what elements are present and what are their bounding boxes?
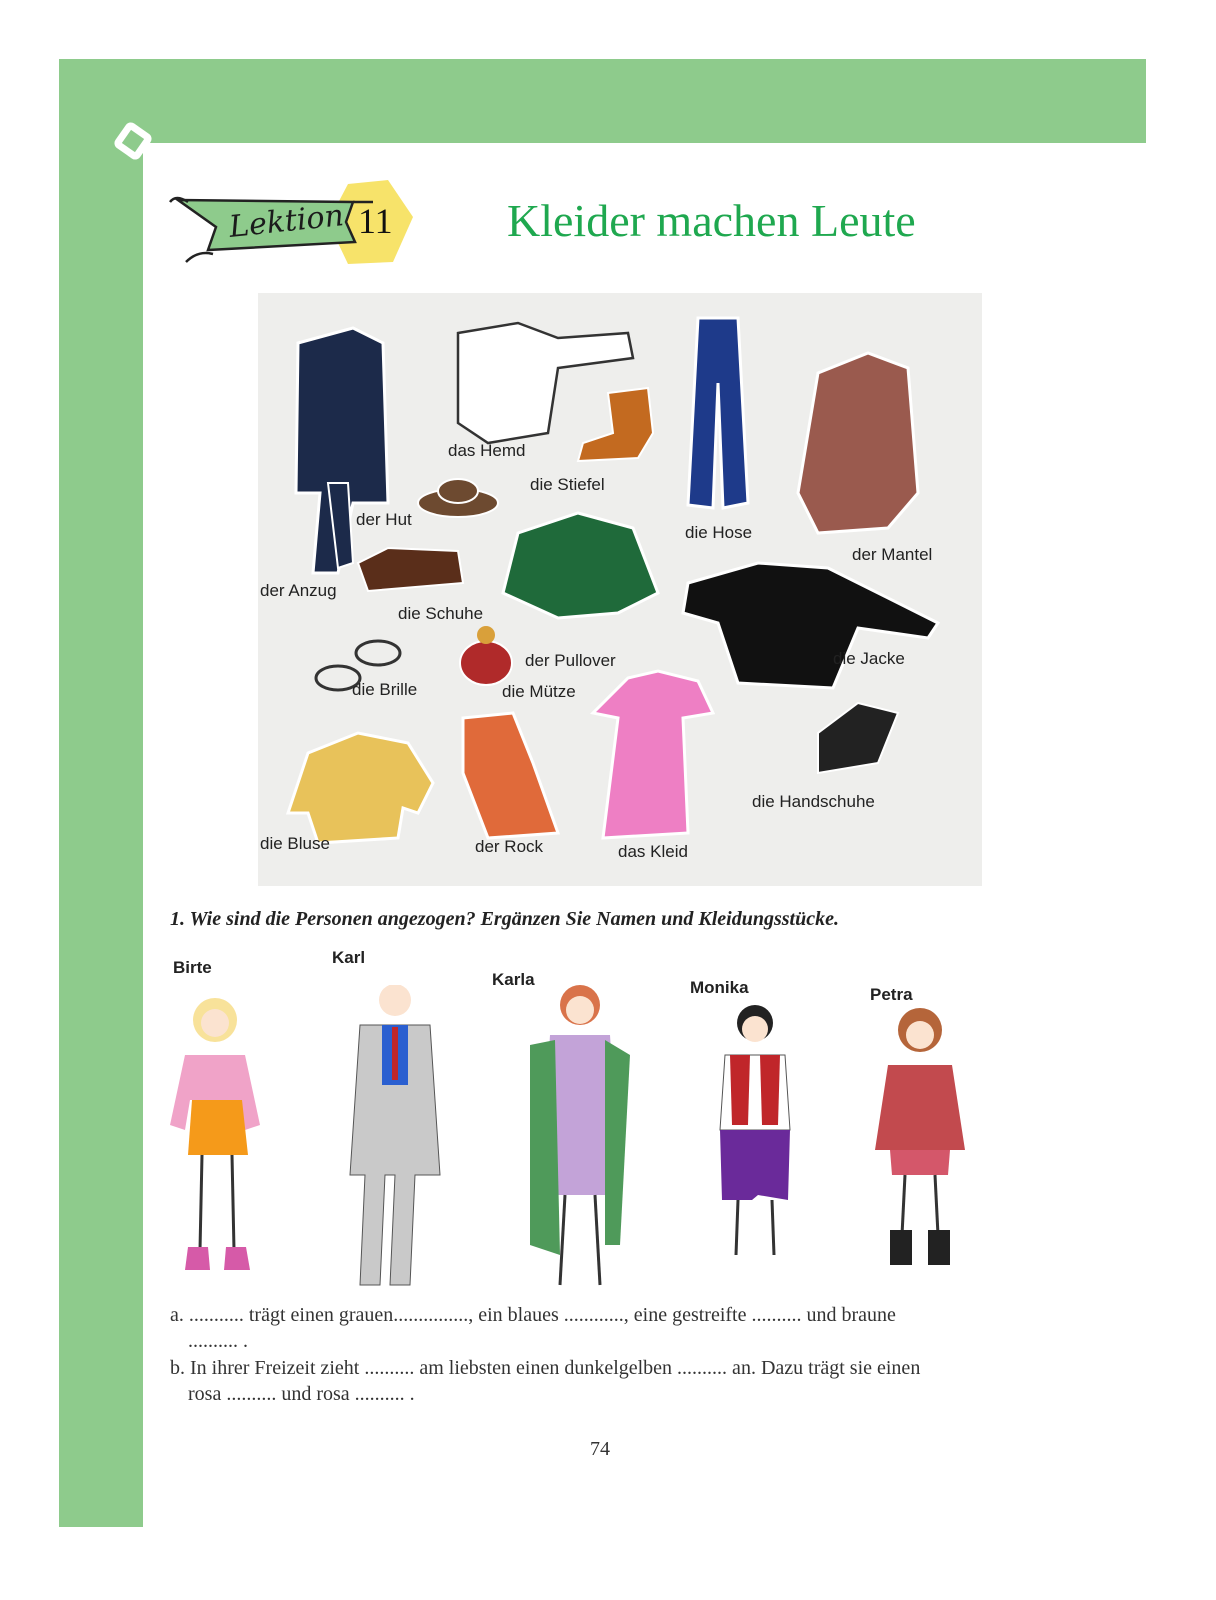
gloves-illustration [818, 703, 898, 773]
label-schuhe: die Schuhe [398, 604, 484, 623]
pullover-illustration [503, 513, 658, 618]
label-stiefel: die Stiefel [530, 475, 605, 494]
exercise-line-a2: .......... . [188, 1330, 248, 1352]
people-illustrations [160, 985, 1020, 1305]
label-mantel: der Mantel [852, 545, 933, 564]
trousers-illustration [688, 318, 748, 508]
label-muetze: die Mütze [502, 682, 576, 701]
page-title: Kleider machen Leute [507, 195, 916, 246]
label-anzug: der Anzug [260, 581, 337, 600]
person-name-karl: Karl [332, 948, 366, 967]
label-handschuhe: die Handschuhe [752, 792, 875, 811]
shirt-illustration [458, 323, 633, 443]
figure-monika [720, 1005, 790, 1255]
person-name-karla: Karla [492, 970, 535, 989]
figure-petra [875, 1008, 965, 1265]
person-name-monika: Monika [690, 978, 749, 997]
label-kleid: das Kleid [618, 842, 688, 861]
badge-word: Lektion [227, 198, 346, 245]
suit-illustration [296, 328, 388, 573]
person-name-birte: Birte [173, 958, 212, 977]
label-rock: der Rock [475, 837, 544, 856]
figure-karla [530, 985, 630, 1285]
person-name-petra: Petra [870, 985, 913, 1004]
figure-karl [350, 985, 440, 1285]
green-top-band [59, 59, 1146, 143]
label-hose: die Hose [685, 523, 753, 542]
exercise-line-b2: rosa .......... und rosa .......... . [188, 1383, 415, 1405]
cap-illustration [460, 626, 512, 685]
skirt-illustration [463, 713, 558, 838]
coat-illustration [798, 353, 918, 533]
label-jacke: die Jacke [833, 649, 905, 668]
page-number: 74 [590, 1438, 610, 1460]
jacket-illustration [683, 563, 938, 688]
lesson-number: 11 [358, 201, 393, 241]
dress-illustration [593, 671, 713, 838]
label-bluse: die Bluse [260, 834, 330, 853]
vocabulary-panel [258, 293, 982, 886]
green-left-band [59, 59, 143, 1527]
figure-birte [170, 998, 260, 1270]
shoes-illustration [358, 548, 463, 591]
exercise-instruction: 1. Wie sind die Personen angezogen? Ergänzen Sie Namen und Kleidungsstücke. [170, 908, 839, 930]
label-brille: die Brille [352, 680, 418, 699]
label-hut: der Hut [356, 510, 412, 529]
exercise-line-b1: b. In ihrer Freizeit zieht .......... am liebsten einen dunkelgelben .......... an. Dazu trägt sie einen [170, 1357, 921, 1379]
hat-illustration [418, 479, 498, 517]
label-hemd: das Hemd [448, 441, 526, 460]
boots-illustration [578, 388, 653, 461]
exercise-line-a1: a. ........... trägt einen grauen..............., ein blaues ............, eine gestreifte .......... und braune [170, 1304, 896, 1326]
blouse-illustration [288, 733, 433, 843]
label-pullover: der Pullover [525, 651, 616, 670]
